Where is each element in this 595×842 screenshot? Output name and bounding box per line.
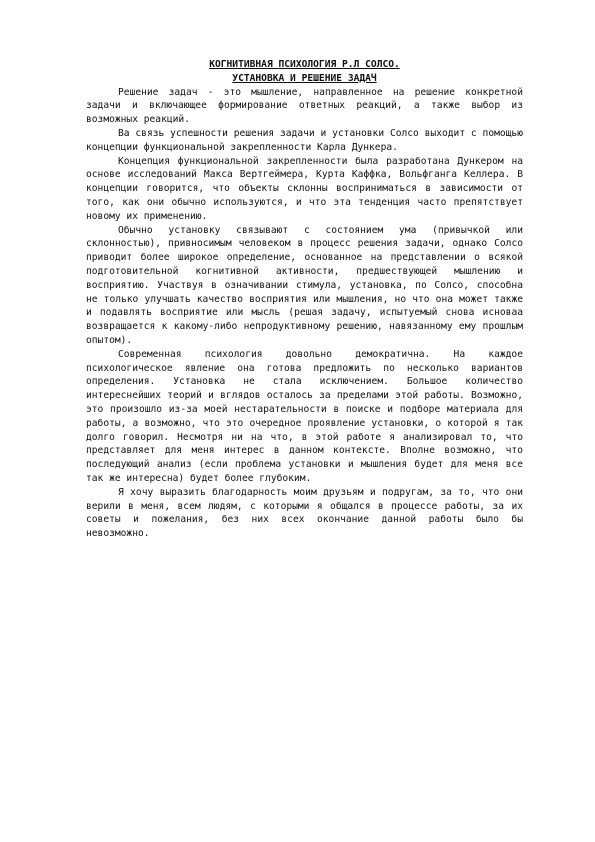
paragraph-2: Ва связь успешности решения задачи и установки Солсо выходит с помощью концепции функциональной закрепленности Карла Дункера. <box>86 127 523 153</box>
document-page <box>86 58 523 541</box>
paragraph-5: Современная психология довольно демократична. На каждое психологическое явление она готова предложить по несколько вариантов определения. Установка не стала исключением. Большое количество интереснейших теорий и вглядов осталось за пределами этой работы. Возможно, это произошло из-за моей нестарательности в поиске и подборе материала для работы, а возможно, что это очередное проявление установки, о которой я так долго говорил. Несмотря ни на что, в этой работе я анализировал то, что представляет для меня интерес в данном контексте. Вполне возможно, что последующий анализ (если проблема установки и мышления будет для меня все так же интересна) будет более глубоким. <box>86 348 523 484</box>
document-title-line-2: УСТАНОВКА И РЕШЕНИЕ ЗАДАЧ <box>232 72 377 84</box>
paragraph-6: Я хочу выразить благодарность моим друзьям и подругам, за то, что они верили в меня, всем людям, с которыми я общался в процессе работы, за их советы и пожелания, без них всех окончание данной работы было бы невозможно. <box>86 486 523 540</box>
paragraph-1: Решение задач - это мышление, направленное на решение конкретной задачи и включающее формирование ответных реакций, а также выбор из возможных реакций. <box>86 86 523 126</box>
paragraph-3: Концепция функциональной закрепленности была разработана Дункером на основе исследований Макса Вертгеймера, Курта Каффка, Вольфганга Келлера. В концепции говорится, что объекты склонны восприниматься в зависимости от того, как они обычно используются, и что эта тенденция часто препятствует новому их применению. <box>86 155 523 222</box>
document-title-line-1: КОГНИТИВНАЯ ПСИХОЛОГИЯ Р.Л СОЛСО. <box>209 59 400 70</box>
paragraph-4: Обычно установку связывают с состоянием ума (привычкой или склонностью), привносимым человеком в процесс решения задачи, однако Солсо приводит более широкое определение, основанное на представлении о всякой подготовительной когнитивной активности, предшествующей мышлению и восприятию. Участвуя в означивании стимула, установка, по Солсо, способна не только улучшать качество восприятия или мышления, но что она может также и подавлять восприятие или мысль (решая задачу, испытуемый снова исноваа возвращается к какому-либо непродуктивному решению, навязанному ему прошлым опытом). <box>86 224 523 346</box>
